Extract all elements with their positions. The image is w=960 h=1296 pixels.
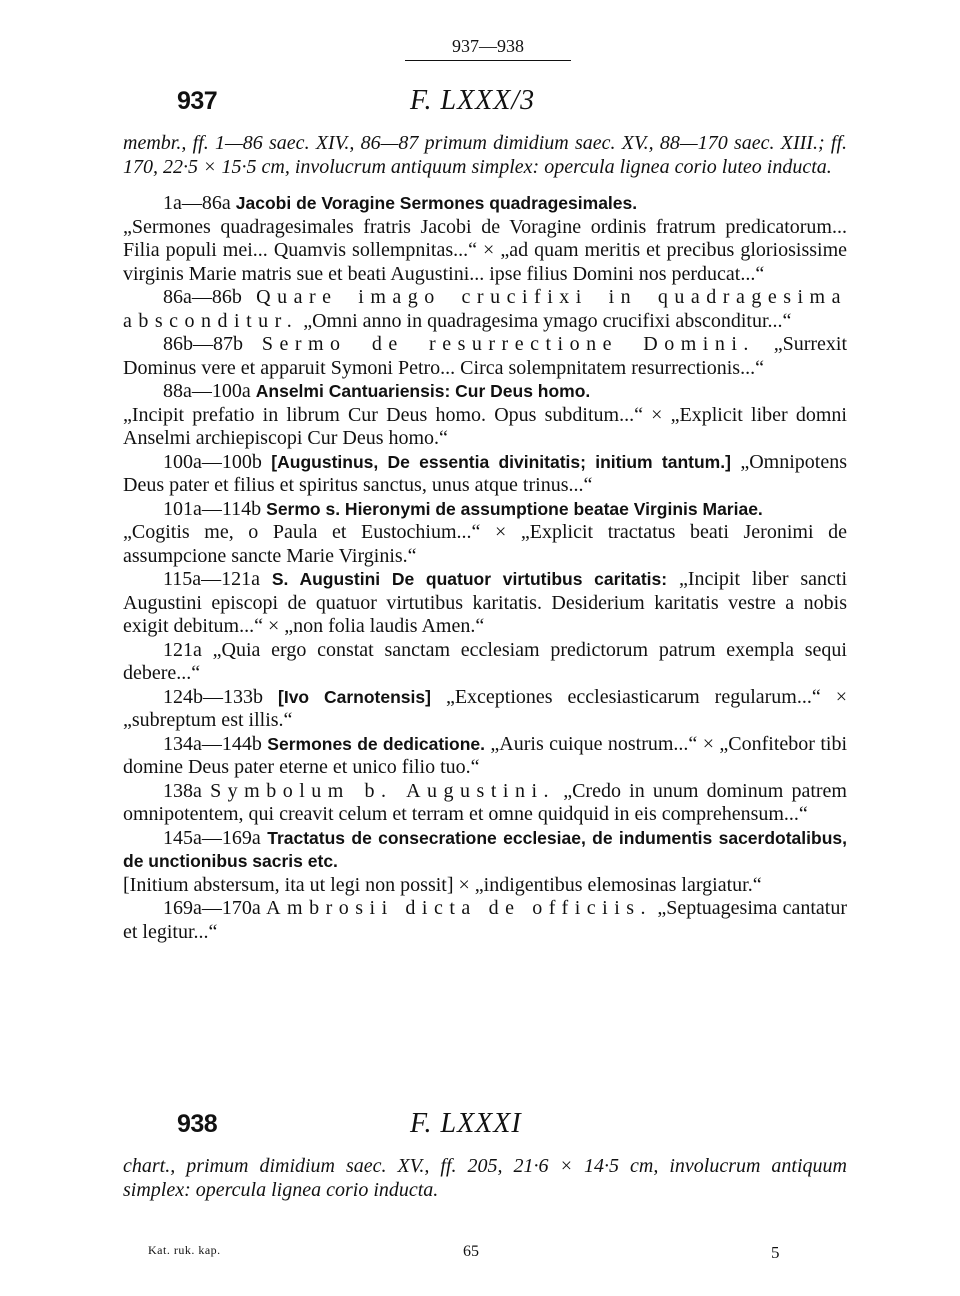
incipit-explicit: „Septuagesima cantatur et legitur...“ — [123, 897, 848, 943]
codex-description: membr., ff. 1—86 saec. XIV., 86—87 primum dimidium saec. XV., 88—170 saec. XIII.; ff. 170, 22·5 × 15·5 cm, involucrum antiquum simplex: opercula lignea corio luteo inducta. — [123, 132, 847, 178]
work-title: [Augustinus, De essentia divinitatis; initium tantum.] — [271, 451, 731, 472]
content-item — [123, 498, 847, 569]
spaced-title: Symbolum b. Augustini. — [210, 779, 556, 802]
incipit-explicit: „Quia ergo constat sanctam ecclesiam predictorum patrum exempla sequi debere...“ — [123, 638, 847, 684]
incipit-explicit: „Incipit prefatio in librum Cur Deus homo. Opus subditum...“ × „Explicit liber domni Anselmi archiepiscopi Cur Deus homo.“ — [123, 403, 847, 449]
incipit-explicit: „Omni anno in quadragesima ymago crucifixi absconditur...“ — [303, 309, 792, 332]
content-item — [123, 192, 847, 286]
content-item — [123, 897, 847, 944]
folio-range: 138a — [163, 779, 211, 802]
folio-range: 100a—100b — [163, 450, 272, 473]
incipit-explicit: [Initium abstersum, ita ut legi non possit] × „indigentibus elemosinas largiatur.“ — [123, 873, 762, 896]
incipit-explicit: „Sermones quadragesimales fratris Jacobi de Voragine ordinis fratrum predicatorum... Filia populi mei... Quamvis sollempnitas...“ × „ad quam meritis et precibus gloriosissime virginis Marie matris sue et beati Augustini... ipse filius Domini nos perducat...“ — [123, 215, 847, 285]
content-item — [123, 639, 847, 686]
incipit-explicit: „Omnipotens Deus pater et filius et spiritus sanctus, unus atque trinus...“ — [123, 450, 847, 496]
spaced-title: Quare imago crucifixi in quadragesima absconditur. — [123, 286, 847, 332]
entry-number: 937 — [177, 87, 218, 115]
folio-range: 115a—121a — [163, 568, 272, 590]
entry-937-header — [0, 87, 960, 127]
incipit-explicit: „Cogitis me, o Paula et Eustochium...“ × „Explicit tractatus beati Jeronimi de assumpcione sancte Marie Virginis.“ — [123, 521, 847, 567]
entry-signature: F. LXXXI — [410, 1108, 522, 1139]
work-title: Jacobi de Voragine Sermones quadragesimales. — [235, 193, 638, 213]
spaced-title: Ambrosii dicta de officiis. — [266, 897, 653, 919]
folio-range: 134a—144b — [163, 732, 268, 755]
folio-range: 101a—114b — [163, 497, 267, 520]
work-title: Sermo s. Hieronymi de assumptione beatae Virginis Mariae. — [266, 498, 763, 519]
folio-range: 169a—170a — [163, 897, 267, 919]
content-item — [123, 451, 847, 498]
incipit-explicit: „Credo in unum dominum patrem omnipotentem, qui creavit celum et terram et omne quidquid in eis comprehensum...“ — [123, 779, 847, 825]
work-title: Anselmi Cantuariensis: Cur Deus homo. — [255, 381, 591, 401]
content-item — [123, 286, 847, 333]
running-head: 937—938 — [405, 36, 571, 61]
page-number: 65 — [463, 1243, 479, 1260]
content-item — [123, 827, 847, 898]
entry-938-body — [123, 1155, 847, 1202]
incipit-explicit: „Incipit liber sancti Augustini episcopi de quatuor virtutibus karitatis. Desiderium karitatis vestre a nobis exigit debitum...“ × „non folia laudis Amen.“ — [123, 568, 847, 637]
content-item — [123, 686, 847, 733]
content-item — [123, 780, 847, 827]
entry-signature: F. LXXX/3 — [410, 85, 536, 116]
folio-range: 121a — [163, 638, 213, 661]
entry-938-header — [0, 1110, 960, 1150]
codex-description: chart., primum dimidium saec. XV., ff. 205, 21·6 × 14·5 cm, involucrum antiquum simplex: opercula lignea corio inducta. — [123, 1155, 847, 1201]
content-item — [123, 733, 847, 780]
content-item — [123, 380, 847, 451]
folio-range: 86a—86b — [163, 286, 257, 308]
incipit-explicit: „Surrexit Dominus vere et apparuit Symoni Petro... Circa solempnitatem resurrectionis...“ — [123, 333, 848, 379]
work-title: Sermones de dedicatione. — [267, 733, 485, 754]
folio-range: 124b—133b — [163, 685, 278, 708]
work-title: [Ivo Carnotensis] — [278, 686, 431, 707]
folio-range: 145a—169a — [163, 826, 268, 849]
folio-range: 88a—100a — [163, 380, 256, 402]
work-title: Tractatus de consecratione ecclesiae, de indumentis sacerdotalibus, de unctionibus sacris etc. — [123, 827, 847, 871]
signature-mark: 5 — [771, 1243, 780, 1262]
folio-range: 1a—86a — [163, 192, 236, 214]
work-title: S. Augustini De quatuor virtutibus caritatis: — [271, 569, 668, 589]
entry-number: 938 — [177, 1110, 218, 1138]
content-item — [123, 568, 847, 639]
folio-range: 86b—87b — [163, 333, 262, 355]
contents-list — [123, 192, 847, 944]
incipit-explicit: „Auris cuique nostrum...“ × „Confitebor tibi domine Deus pater eterne et unico filio tuo.“ — [123, 732, 848, 778]
entry-937-body — [123, 132, 847, 944]
footer-series: Kat. ruk. kap. — [148, 1243, 221, 1257]
spaced-title: Sermo de resurrectione Domini. — [261, 333, 755, 355]
content-item — [123, 333, 847, 380]
incipit-explicit: „Exceptiones ecclesiasticarum regularum...“ × „subreptum est illis.“ — [123, 685, 848, 731]
